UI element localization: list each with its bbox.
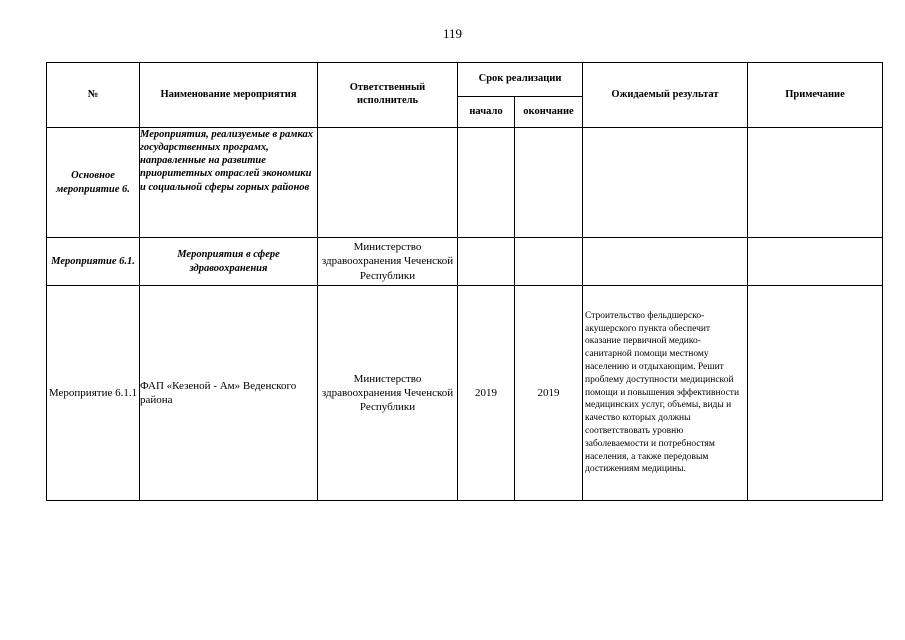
row-end: 2019 (515, 286, 583, 501)
row-num: Мероприятие 6.1. (47, 238, 140, 286)
row-result (583, 238, 748, 286)
row-start (458, 128, 515, 238)
page-number: 119 (442, 26, 463, 41)
row-responsible: Министерство здравоохранения Чеченской Республики (318, 238, 458, 286)
table-row (47, 286, 883, 501)
header-num: № (47, 63, 140, 128)
row-note (748, 128, 883, 238)
row-note (748, 286, 883, 501)
row-responsible: Министерство здравоохранения Чеченской Республики (318, 286, 458, 501)
row-name: Мероприятия в сфере здравоохранения (140, 238, 318, 286)
header-result: Ожидаемый результат (583, 63, 748, 128)
row-end (515, 238, 583, 286)
activities-table (46, 62, 883, 501)
header-end: окончание (515, 97, 583, 128)
row-end (515, 128, 583, 238)
header-note: Примечание (748, 63, 883, 128)
row-start: 2019 (458, 286, 515, 501)
row-result (583, 128, 748, 238)
table-row (47, 128, 883, 238)
table-row (47, 238, 883, 286)
row-num: Основное мероприятие 6. (47, 128, 140, 238)
row-name: Мероприятия, реализуемые в рамках государственных програмх, направленные на развитие приоритетных отраслей экономики и социальной сферы горных районов (140, 128, 318, 238)
row-result: Строительство фельдшерско-акушерского пункта обеспечит оказание первичной медико-санитарной помощи местному населению и отдыхающим. Решит проблему доступности медицинской помощи и повышения эффективности медицинских услуг, объемы, виды и качество которых должны соответствовать уровню заболеваемости и потребностям населения, а также передовым достижениям медицины. (583, 286, 748, 501)
row-responsible (318, 128, 458, 238)
row-start (458, 238, 515, 286)
header-term: Срок реализации (458, 63, 583, 97)
row-note (748, 238, 883, 286)
header-row (47, 63, 883, 97)
row-name: ФАП «Кезеной - Ам» Веденского района (140, 286, 318, 501)
header-name: Наименование мероприятия (140, 63, 318, 128)
header-responsible: Ответственный исполнитель (318, 63, 458, 128)
row-num: Мероприятие 6.1.1 (47, 286, 140, 501)
header-start: начало (458, 97, 515, 128)
